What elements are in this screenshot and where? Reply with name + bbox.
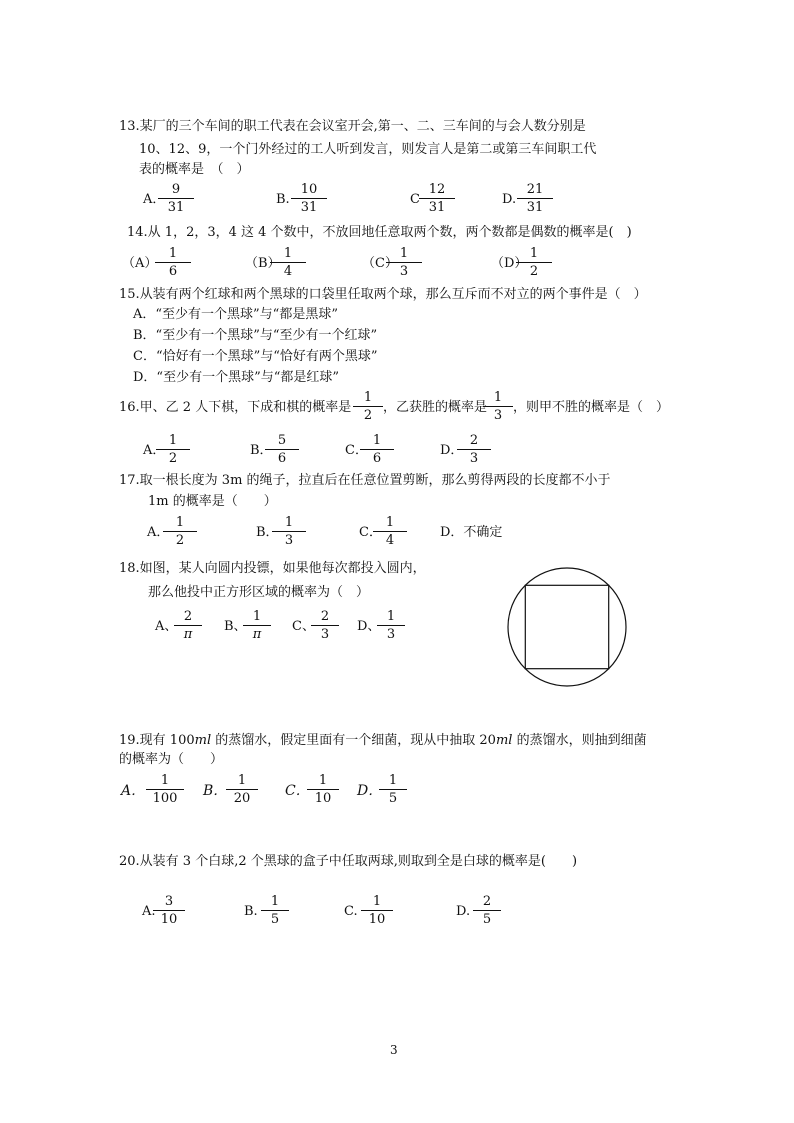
q20-option-a-label: A. xyxy=(142,904,156,919)
q13-option-a-fraction: $\frac{9}{31}$ xyxy=(158,182,194,215)
q20-option-c-fraction: $\frac{1}{10}$ xyxy=(361,894,393,927)
q14-option-c-label: （C） xyxy=(362,256,398,271)
q19-option-b-label: B． xyxy=(203,783,228,799)
q16-option-c-label: C． xyxy=(345,443,368,458)
q17-option-a-fraction: $\frac{1}{2}$ xyxy=(163,515,197,548)
q19-option-a-fraction: $\frac{1}{100}$ xyxy=(146,773,184,806)
q16-option-a-label: A． xyxy=(143,443,166,458)
q16-option-b-label: B． xyxy=(250,443,273,458)
q18-option-d-label: D、 xyxy=(357,619,381,634)
q18-option-b-fraction: $\frac{1}{\pi}$ xyxy=(243,609,271,642)
page-number: 3 xyxy=(390,1043,398,1057)
q20-option-c-label: C. xyxy=(344,904,358,919)
q13-line-2: 10、12、9，一个门外经过的工人听到发言，则发言人是第二或第三车间职工代 xyxy=(139,142,597,157)
q16-option-a-fraction: $\frac{1}{2}$ xyxy=(156,433,190,466)
q13-option-c-label: C xyxy=(410,192,420,207)
q18-option-c-fraction: $\frac{2}{3}$ xyxy=(311,609,339,642)
q20-line-1: 20.从装有 3 个白球,2 个黑球的盒子中任取两球,则取到全是白球的概率是( ) xyxy=(119,854,578,869)
q13-option-a-label: A． xyxy=(143,192,166,207)
q13-line-1: 13.某厂的三个车间的职工代表在会议室开会,第一、二、三车间的与会人数分别是 xyxy=(119,119,586,134)
q14-option-c-fraction: $\frac{1}{3}$ xyxy=(386,246,422,279)
q19-option-d-label: D． xyxy=(357,783,383,799)
q15-choice-a: A．“至少有一个黑球”与“都是黑球” xyxy=(133,307,338,322)
q14-option-b-label: （B） xyxy=(245,256,281,271)
q20-option-d-label: D. xyxy=(456,904,471,919)
q18-option-d-fraction: $\frac{1}{3}$ xyxy=(377,609,405,642)
q19-line-1 xyxy=(119,732,647,750)
q17-option-c-label: C． xyxy=(359,525,382,540)
q17-option-a-label: A． xyxy=(147,525,170,540)
q18-option-a-fraction: $\frac{2}{\pi}$ xyxy=(174,609,202,642)
q15-choice-d: D．“至少有一个黑球”与“都是红球” xyxy=(133,370,340,385)
q19-option-c-fraction: $\frac{1}{10}$ xyxy=(307,773,339,806)
q17-option-c-fraction: $\frac{1}{4}$ xyxy=(373,515,407,548)
q19-option-d-fraction: $\frac{1}{5}$ xyxy=(379,773,407,806)
q14-option-b-fraction: $\frac{1}{4}$ xyxy=(270,246,306,279)
q20-option-a-fraction: $\frac{3}{10}$ xyxy=(153,894,185,927)
q19-line-1-part-c: 的蒸馏水，则抽到细菌 xyxy=(512,733,647,748)
q17-line-2: 1m 的概率是（ ） xyxy=(148,494,277,509)
q18-line-1: 18.如图，某人向圆内投镖，如果他每次都投入圆内， xyxy=(119,561,426,576)
q18-option-c-label: C、 xyxy=(292,619,315,634)
q18-line-2: 那么他投中正方形区域的概率为（ ） xyxy=(148,585,370,600)
q16-inline-fraction-1: $\frac{1}{2}$ xyxy=(353,390,383,423)
q19-line-1-part-a: 19.现有 100 xyxy=(119,733,195,748)
q16-text-part-3: ，则甲不胜的概率是（ ） xyxy=(513,400,670,415)
q13-option-b-fraction: $\frac{10}{31}$ xyxy=(291,182,327,215)
q19-line-1-part-b: 的蒸馏水，假定里面有一个细菌，现从中抽取 20 xyxy=(211,733,496,748)
q19-unit-ml-1: ml xyxy=(194,733,212,748)
q14-option-a-label: （A） xyxy=(122,256,158,271)
figure-inscribed-square xyxy=(525,585,608,668)
circle-square-figure xyxy=(506,566,628,688)
q15-choice-c: C．“恰好有一个黑球”与“恰好有两个黑球” xyxy=(133,349,378,364)
q14-option-a-fraction: $\frac{1}{6}$ xyxy=(155,246,191,279)
q15-line-1: 15.从装有两个红球和两个黑球的口袋里任取两个球，那么互斥而不对立的两个事件是（ ） xyxy=(119,287,647,302)
q18-option-b-label: B、 xyxy=(224,619,247,634)
q19-unit-ml-2: ml xyxy=(495,733,513,748)
q19-option-c-label: C． xyxy=(285,783,310,799)
q16-option-d-label: D． xyxy=(440,443,464,458)
q19-option-a-label: A． xyxy=(121,783,146,799)
q13-option-d-label: D. xyxy=(502,192,517,207)
q17-option-b-label: B． xyxy=(256,525,279,540)
q13-line-3: 表的概率是 （ ） xyxy=(139,162,250,177)
q19-line-2: 的概率为（ ） xyxy=(119,752,224,767)
q19-option-b-fraction: $\frac{1}{20}$ xyxy=(226,773,258,806)
q16-text-part-1: 16.甲、乙 2 人下棋，下成和棋的概率是 xyxy=(119,400,352,415)
q13-option-c-fraction: $\frac{12}{31}$ xyxy=(419,182,455,215)
q16-text-part-2: ，乙获胜的概率是 xyxy=(383,400,488,415)
q16-option-d-fraction: $\frac{2}{3}$ xyxy=(457,433,491,466)
q14-option-d-label: （D） xyxy=(491,256,528,271)
q20-option-d-fraction: $\frac{2}{5}$ xyxy=(473,894,501,927)
q16-option-b-fraction: $\frac{5}{6}$ xyxy=(265,433,299,466)
q17-line-1: 17.取一根长度为 3m 的绳子，拉直后在任意位置剪断，那么剪得两段的长度都不小于 xyxy=(119,473,611,488)
q16-option-c-fraction: $\frac{1}{6}$ xyxy=(360,433,394,466)
q15-choice-b: B．“至少有一个黑球”与“至少有一个红球” xyxy=(133,328,378,343)
q17-option-d: D．不确定 xyxy=(440,525,503,540)
q20-option-b-label: B. xyxy=(244,904,258,919)
q14-line-1: 14.从 1，2，3，4 这 4 个数中，不放回地任意取两个数，两个数都是偶数的概率是( ) xyxy=(127,225,632,240)
q20-option-b-fraction: $\frac{1}{5}$ xyxy=(261,894,289,927)
q16-inline-fraction-2: $\frac{1}{3}$ xyxy=(483,390,513,423)
q13-option-d-fraction: $\frac{21}{31}$ xyxy=(517,182,553,215)
q14-option-d-fraction: $\frac{1}{2}$ xyxy=(516,246,552,279)
q17-option-b-fraction: $\frac{1}{3}$ xyxy=(272,515,306,548)
q18-option-a-label: A、 xyxy=(155,619,178,634)
q13-option-b-label: B. xyxy=(276,192,290,207)
